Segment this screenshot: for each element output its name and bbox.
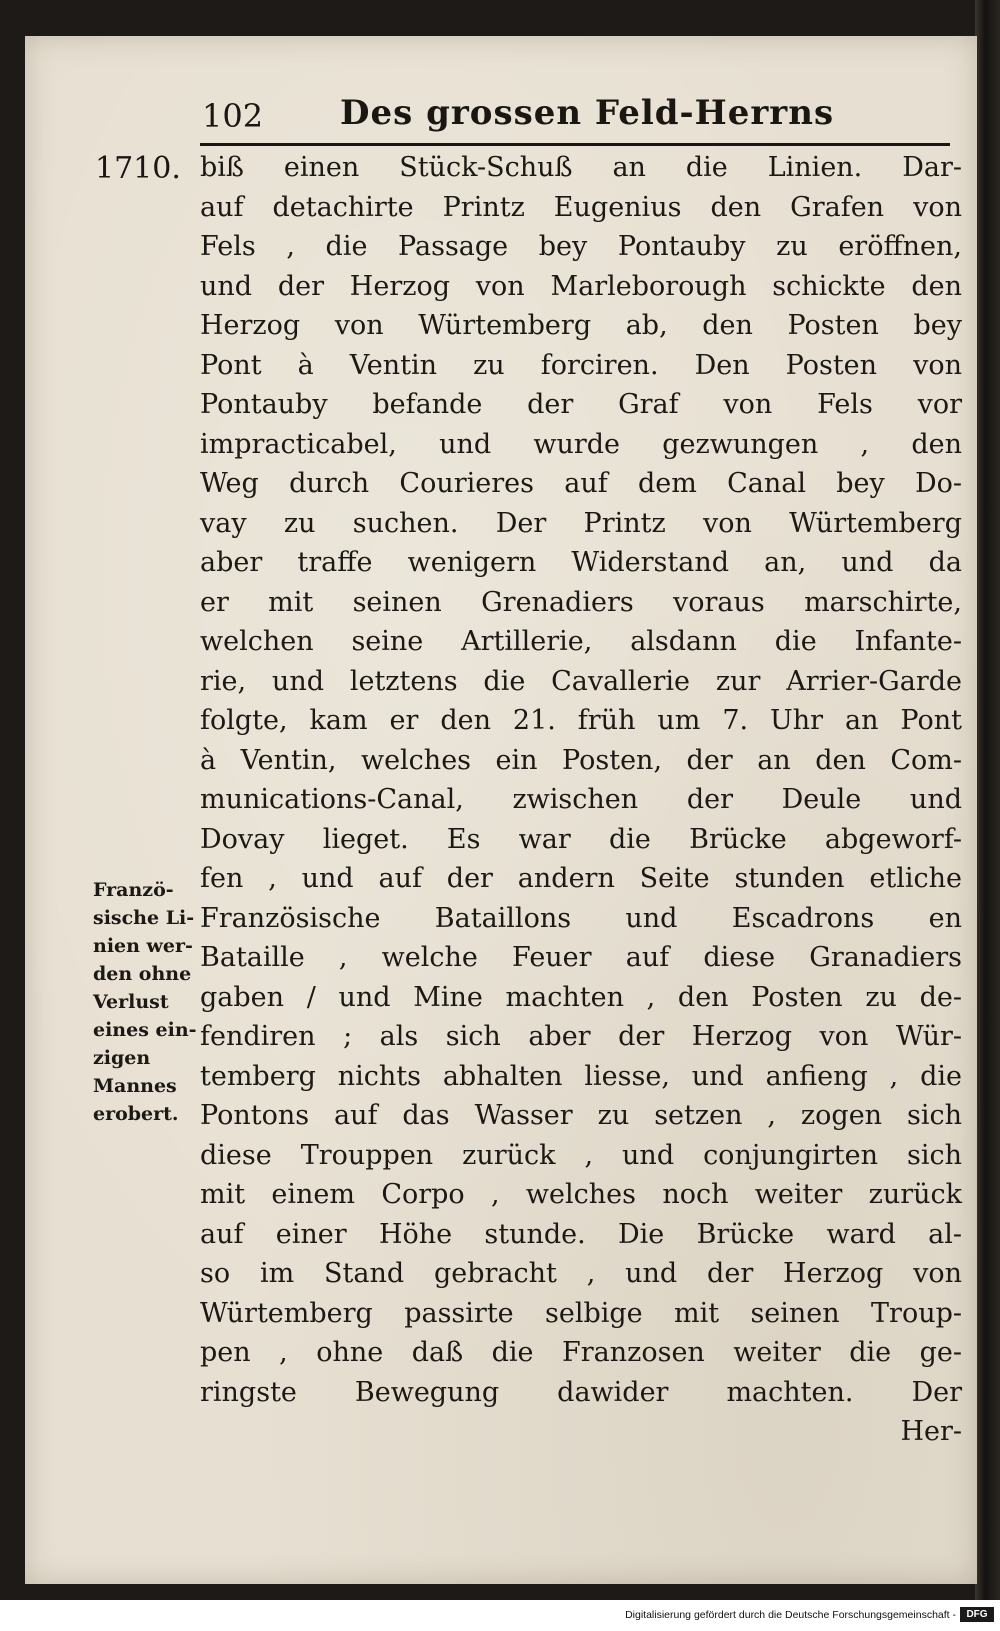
page-number: 102 — [202, 97, 264, 135]
marginal-note-line: sische Li- — [93, 907, 195, 929]
text-line: so im Stand gebracht , und der Herzog von — [200, 1258, 962, 1289]
text-line: à Ventin, welches ein Posten, der an den Com- — [200, 744, 962, 776]
marginal-note-line: den ohne — [93, 963, 192, 985]
text-line: biß einen Stück-Schuß an die Linien. Dar- — [200, 152, 962, 183]
text-line: mit einem Corpo , welches noch weiter zurück — [200, 1179, 962, 1210]
footer-bar — [0, 1600, 1000, 1631]
text-line: gaben / und Mine machten , den Posten zu de- — [200, 981, 962, 1013]
funding-credit: Digitalisierung gefördert durch die Deutsche Forschungsgemeinschaft - — [625, 1609, 956, 1621]
book-edge — [975, 0, 1000, 1600]
text-line: Dovay lieget. Es war die Brücke abgeworf- — [200, 823, 962, 855]
text-line: fendiren ; als sich aber der Herzog von Wür- — [200, 1021, 962, 1052]
book-page — [25, 36, 977, 1584]
text-line: auf einer Höhe stunde. Die Brücke ward al- — [200, 1218, 962, 1250]
text-line: fen , und auf der andern Seite stunden etliche — [200, 863, 962, 894]
marginal-note-line: Mannes — [93, 1075, 177, 1097]
text-line: Weg durch Courieres auf dem Canal bey Do- — [200, 468, 962, 499]
text-line: ringste Bewegung dawider machten. Der — [200, 1376, 962, 1408]
marginal-note-line: Franzö- — [93, 879, 174, 901]
text-line: munications-Canal, zwischen der Deule und — [200, 784, 962, 815]
text-line: impracticabel, und wurde gezwungen , den — [200, 428, 962, 460]
marginal-note-line: Verlust — [93, 991, 169, 1013]
text-line: Pontons auf das Wasser zu setzen , zogen sich — [200, 1100, 962, 1131]
text-line: auf detachirte Printz Eugenius den Grafen von — [200, 191, 962, 223]
text-line: pen , ohne daß die Franzosen weiter die ge- — [200, 1337, 962, 1368]
text-line: folgte, kam er den 21. früh um 7. Uhr an Pont — [200, 705, 962, 736]
marginal-note-line: nien wer- — [93, 935, 193, 957]
text-line: Pontauby befande der Graf von Fels vor — [200, 389, 962, 420]
text-line: Herzog von Würtemberg ab, den Posten bey — [200, 310, 962, 341]
marginal-note — [93, 876, 213, 1128]
dfg-logo: DFG — [960, 1607, 994, 1622]
marginal-note-line: zigen — [93, 1047, 151, 1069]
text-line: vay zu suchen. Der Printz von Würtemberg — [200, 507, 962, 539]
text-line: Bataille , welche Feuer auf diese Granadiers — [200, 942, 962, 973]
marginal-note-line: erobert. — [93, 1103, 179, 1125]
marginal-note-line: eines ein- — [93, 1019, 197, 1041]
text-line: welchen seine Artillerie, alsdann die Infante- — [200, 626, 962, 657]
text-line: rie, und letztens die Cavallerie zur Arrier-Garde — [200, 665, 962, 697]
catchword: Her- — [900, 1416, 962, 1447]
text-line: Fels , die Passage bey Pontauby zu eröffnen, — [200, 231, 962, 262]
text-line: Würtemberg passirte selbige mit seinen Troup- — [200, 1297, 962, 1329]
text-line: Französische Bataillons und Escadrons en — [200, 902, 962, 934]
year-marker: 1710. — [95, 151, 181, 186]
text-line: und der Herzog von Marleborough schickte den — [200, 270, 962, 302]
text-line: diese Trouppen zurück , und conjungirten sich — [200, 1139, 962, 1171]
text-line: Pont à Ventin zu forciren. Den Posten von — [200, 349, 962, 381]
running-head: Des grossen Feld-Herrns — [340, 93, 835, 133]
body-text — [200, 148, 962, 1452]
text-line: er mit seinen Grenadiers voraus marschirte, — [200, 586, 962, 618]
page-header — [200, 91, 950, 146]
text-line: temberg nichts abhalten liesse, und anfieng , die — [200, 1060, 962, 1092]
text-line: aber traffe wenigern Widerstand an, und da — [200, 547, 962, 578]
